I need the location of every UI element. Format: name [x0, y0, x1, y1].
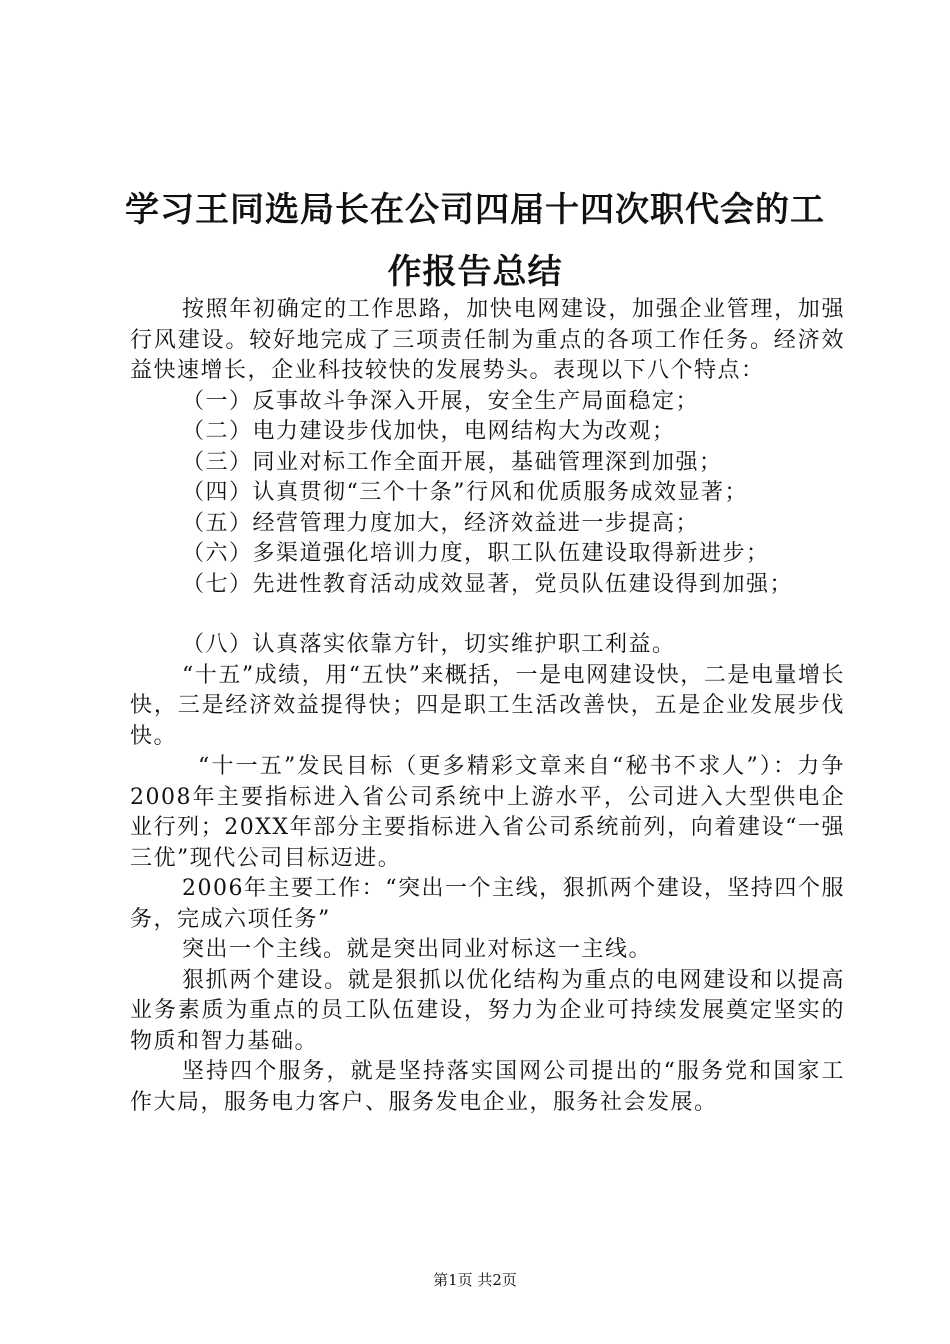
intro-paragraph: 按照年初确定的工作思路，加快电网建设，加强企业管理，加强行风建设。较好地完成了三项责任制为重点的各项工作任务。经济效益快速增长，企业科技较快的发展势头。表现以下八个特点： [130, 297, 845, 383]
page-number-footer: 第1页 共2页 [433, 1271, 517, 1289]
list-item-4: （四）认真贯彻“三个十条”行风和优质服务成效显著； [182, 480, 748, 505]
document-title-line-1: 学习王同选局长在公司四届十四次职代会的工 [125, 190, 825, 230]
list-item-2: （二）电力建设步伐加快，电网结构大为改观； [182, 419, 676, 444]
list-item-5: （五）经营管理力度加大，经济效益进一步提高； [182, 510, 700, 536]
list-item-7: （七）先进性教育活动成效显著，党员队伍建设得到加强； [182, 571, 794, 597]
list-item-1: （一）反事故斗争深入开展，安全生产局面稳定； [182, 388, 700, 414]
paragraph-gap [130, 600, 845, 630]
list-item-3: （三）同业对标工作全面开展，基础管理深到加强； [182, 449, 723, 475]
work-2006-paragraph: 2006年主要工作：“突出一个主线，狠抓两个建设，坚持四个服务，完成六项任务” [130, 876, 845, 932]
list-item-8: （八）认真落实依靠方针，切实维护职工利益。 [182, 632, 676, 657]
eleventh-five-year-paragraph: “十一五”发民目标（更多精彩文章来自“秘书不求人”）：力争2008年主要指标进入省公司系统中上游水平，公司进入大型供电企业行列；20XX年部分主要指标进入省公司系统前列，向着建设“一强三优”现代公司目标迈进。 [130, 754, 845, 871]
tenth-five-year-paragraph: “十五”成绩，用“五快”来概括，一是电网建设快，二是电量增长快，三是经济效益提得快；四是职工生活改善快，五是企业发展步伐快。 [130, 662, 845, 749]
four-services-paragraph: 坚持四个服务，就是坚持落实国网公司提出的“服务党和国家工作大局，服务电力客户、服务发电企业，服务社会发展。 [130, 1059, 845, 1115]
list-item-6: （六）多渠道强化培训力度，职工队伍建设取得新进步； [182, 541, 770, 566]
two-builds-paragraph: 狠抓两个建设。就是狠抓以优化结构为重点的电网建设和以提高业务素质为重点的员工队伍建设，努力为企业可持续发展奠定坚实的物质和智力基础。 [130, 967, 845, 1054]
document-title-line-2: 作报告总结 [387, 252, 563, 292]
main-line-paragraph: 突出一个主线。就是突出同业对标这一主线。 [182, 937, 653, 962]
document-body [130, 295, 845, 1118]
